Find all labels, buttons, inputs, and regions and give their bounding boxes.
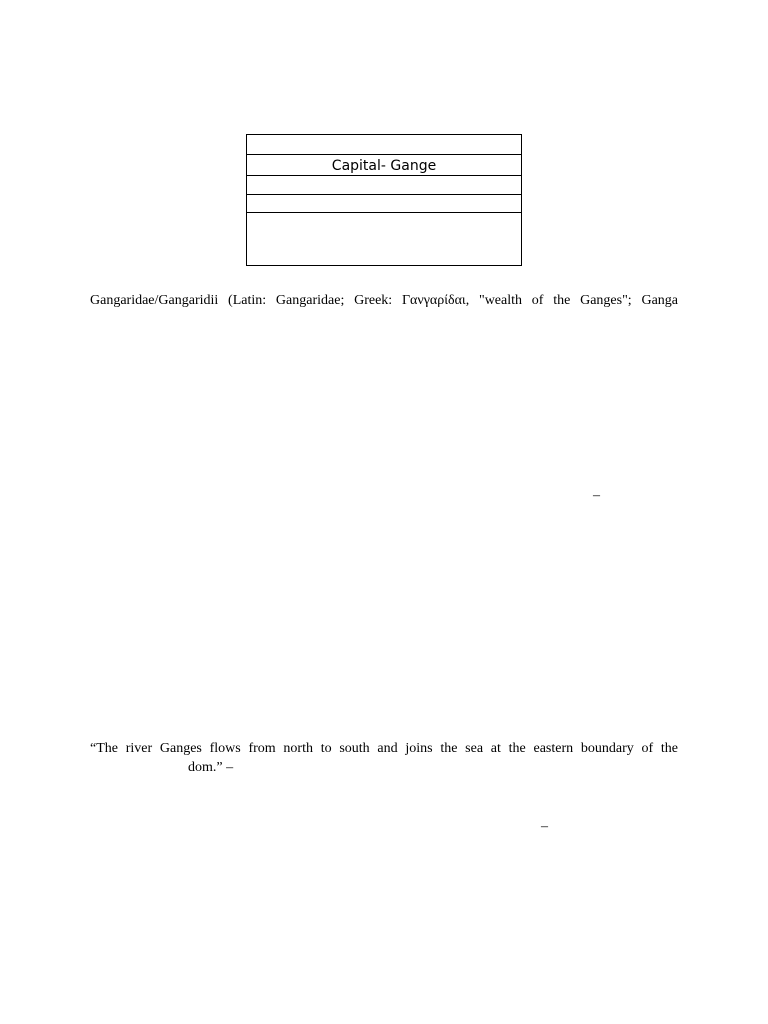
dash-mark: – xyxy=(541,819,548,834)
infobox-row-empty xyxy=(247,176,521,195)
capital-label: Capital- Gange xyxy=(331,158,437,174)
infobox-row-empty xyxy=(247,213,521,265)
dash-mark: – xyxy=(593,488,600,503)
infobox-row-empty xyxy=(247,195,521,213)
quote-paragraph-line: dom.” – xyxy=(188,760,234,775)
infobox-row-capital xyxy=(247,155,521,176)
quote-paragraph-line: “The river Ganges flows from north to south and joins the sea at the eastern boundary of the xyxy=(90,741,678,756)
intro-paragraph-line: Gangaridae/Gangaridii (Latin: Gangaridae; Greek: Γανγαρίδαι, "wealth of the Ganges"; Ganga xyxy=(90,293,678,308)
infobox-table xyxy=(246,134,522,266)
infobox-row-empty xyxy=(247,135,521,155)
